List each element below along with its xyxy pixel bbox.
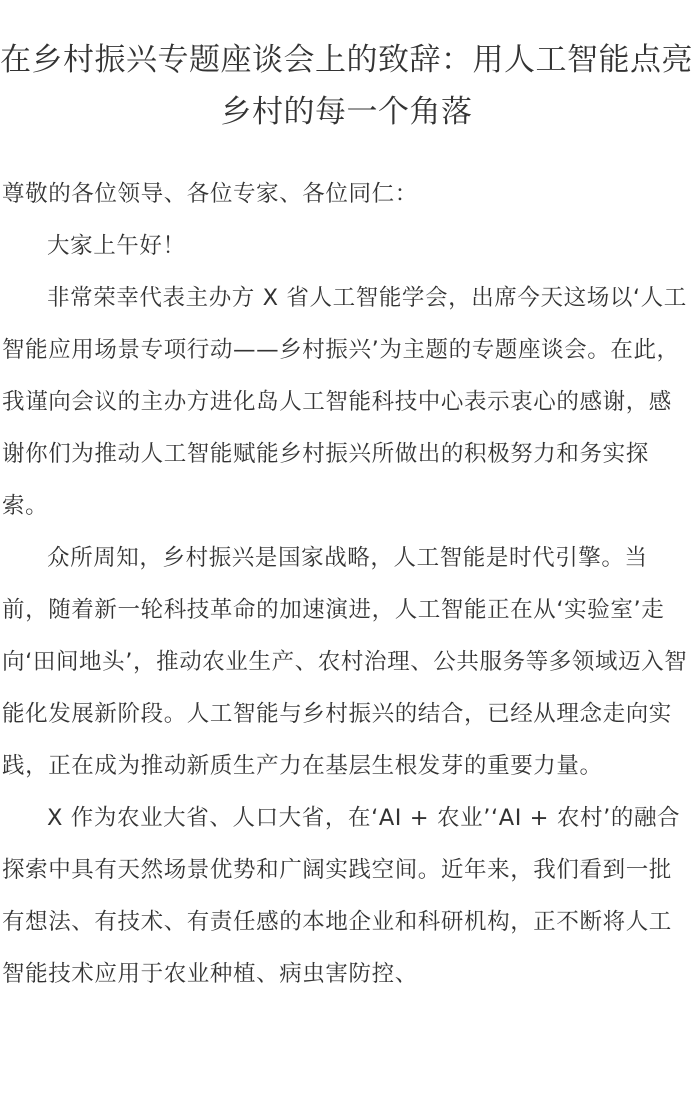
paragraph-greeting: 大家上午好！ — [47, 233, 186, 259]
article-title: 在乡村振兴专题座谈会上的致辞：用人工智能点亮乡村的每一个角落 — [0, 42, 693, 130]
paragraph-intro: 非常荣幸代表主办方 X 省人工智能学会，出席今天这场以‘人工智能应用场景专项行动——乡村振兴’为主题的专题座谈会。在此，我谨向会议的主办方进化岛人工智能科技中心表示衷心的感谢，感谢你们为推动人工智能赋能乡村振兴所做出的积极努力和务实探索。 — [2, 285, 687, 519]
paragraph-background: 众所周知，乡村振兴是国家战略，人工智能是时代引擎。当前，随着新一轮科技革命的加速演进，人工智能正在从‘实验室’走向‘田间地头’，推动农业生产、农村治理、公共服务等多领域迈入智能化发展新阶段。人工智能与乡村振兴的结合，已经从理念走向实践，正在成为推动新质生产力在基层生根发芽的重要力量。 — [2, 545, 688, 779]
paragraph-salutation: 尊敬的各位领导、各位专家、各位同仁： — [2, 181, 418, 207]
article-body — [0, 138, 693, 1000]
paragraph-province: X 作为农业大省、人口大省，在‘AI + 农业’‘AI + 农村’的融合探索中具有天然场景优势和广阔实践空间。近年来，我们看到一批有想法、有技术、有责任感的本地企业和科研机构，正不断将人工智能技术应用于农业种植、病虫害防控、 — [2, 805, 681, 987]
